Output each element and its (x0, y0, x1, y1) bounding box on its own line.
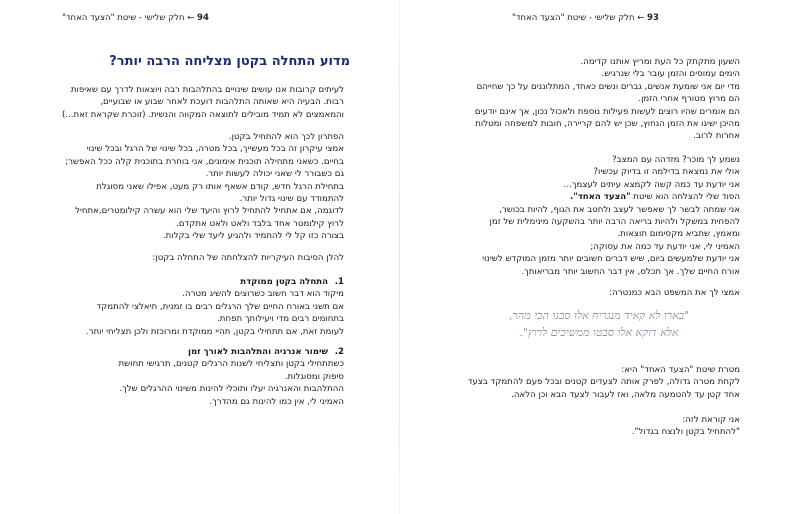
page-number: 94 (197, 13, 209, 23)
text-line: רבות. הבעיה היא שאותה התלהבות דועכת לאחר שבוע או שבועיים, (100, 97, 344, 108)
text-line: הימים עמוסים והזמן עובר בלי שנרגיש. (601, 69, 740, 80)
text-line: אחד קטן עד להטמעה מלאה, ואז לעבור לצעד הבא וכן הלאה. (511, 389, 740, 400)
reason-heading (62, 276, 344, 288)
text-line: להלן הסיבות העיקריות להצלחתה של התחלה בקטן: (152, 253, 344, 263)
text-line: בתחומים רבים מדי ויעילותך תפחת. (217, 314, 344, 325)
text-line: אני יודעת שלמעשים ביום, שיש דברים חשובים יותר מזמן המוקדש לשינוי (482, 254, 740, 265)
text-line: לדוגמה, אם אתחיל להתחיל לרוץ והיעד שלי הוא עשרה קילומטרים,אתחיל (75, 206, 344, 217)
secret-line (460, 191, 740, 203)
text-line: לרוץ קילומטר אחד בלבד ולאט ולאט אתקדם. (176, 218, 344, 229)
running-header (62, 13, 209, 23)
reason-title: שימור אנרגיה והתלהבות לאורך זמן (188, 347, 328, 357)
question-paragraph (460, 154, 740, 278)
header-text: ← חלק שלישי - שיטת "הצעד האחד" (62, 13, 195, 23)
text-line: הם מרוץ מטורף אחרי הזמן. (638, 94, 740, 105)
text-line: אחרות לרוב. (693, 131, 740, 142)
mantra-quote (460, 307, 738, 341)
text-line: אורח החיים שלך. אך תכלס, אין דבר החשוב יותר מבריאותך. (521, 266, 740, 277)
text-line: כשתתחילי בקטן ותצליחי לשנות הרגלים קטנים, תרגישי תחושת (118, 359, 344, 370)
text-line: להפחית במשקל ולהיות בריאה הרבה יותר בהשקעה מינימלית של זמן (489, 217, 740, 228)
text-line: בצורה כזו קל לי להתמיד ולהגיע ליעד שלי בקלות. (162, 231, 344, 242)
text-line: האמיני לי, אני יודעת עד כמה את עסוקה; (590, 241, 740, 252)
section-title: מדוע התחלה בקטן מצליחה הרבה יותר? (109, 54, 350, 69)
right-page (400, 0, 800, 514)
text-line: לעומת זאת, אם תתחילי בקטן, תהיי ממוקדת ומרוכזת ולכן תצליחי יותר. (85, 326, 344, 337)
text-line: אני קוראת לזה: (682, 415, 740, 425)
text-line: מטרת שיטת "הצעד האחד" היא: (621, 365, 740, 375)
method-name: "הצעד האחד". (569, 192, 631, 203)
reason-number: 1. (334, 277, 344, 287)
text-line: אמצי לך את המשפט הבא כמנטרה: (609, 288, 740, 298)
text-line: מיקוד הוא דבר חשוב כשרוצים להשיג מטרה. (182, 289, 344, 300)
text-line: הפתרון לכך הוא להתחיל בקטן. (228, 132, 344, 142)
intro-paragraph (62, 84, 344, 121)
closing-paragraph (460, 414, 740, 439)
reason-number: 2. (334, 347, 344, 357)
text-line: אני יודעת עד כמה קשה לקמצא עיתים לעצמך... (563, 179, 740, 190)
reason-heading (62, 346, 344, 358)
text-line: לקחת מטרה גדולה, לפרק אותה לצעדים קטנים ובכל פעם להתמקד בצעד (467, 377, 740, 388)
secret-prefix: הסוד שלי להצלחה הוא שיטת (630, 192, 740, 203)
text-line: מדי יום אני שומעת אנשים, גברים ונשים כאחד, המתלוננים על כך שחייהם (476, 81, 740, 92)
text-line: ומאמץ, שתביא מקסימום תוצאות. (617, 229, 740, 240)
text-line: "להתחיל בקטן ולנצח בגדול". (631, 427, 740, 438)
text-line: מהיכן ישיגו את הזמן הנחוץ, שכן יש להם קריירה, חובות למשפחה ומטלות (475, 119, 740, 130)
mantra-intro (460, 287, 740, 299)
text-line: בתחילת הרגל חדש, קודם אשאף אותו רק מעט, אפילו שאני מסוגלת (96, 181, 344, 192)
text-line: סיפוק ומסוגלות. (284, 371, 344, 382)
running-header (512, 13, 659, 23)
reason-item-1 (62, 276, 344, 338)
method-paragraph (460, 364, 740, 401)
opening-paragraph (460, 56, 740, 143)
text-line: אם תשני באורח החיים שלך הרגלים רבים בו זמנית, תיאלצי להתמקד (96, 301, 344, 312)
text-line: אני שמחה לבשר לך שאפשר לעצב ולחטב את הגוף, להיות בכושר, (499, 204, 740, 215)
reasons-intro (62, 252, 344, 264)
quote-line: אלא דוקא אלו סבטו ממשיכים לרוץ". (519, 326, 679, 339)
page-number: 93 (647, 13, 659, 23)
quote-line: "בארו לא קאיד מנגריח אלו סבגו הכי מהר, (508, 309, 690, 322)
text-line: אמצי עיקרון זה בכל מעשייך, בכל מטרה, בכל שינוי של הרגל ובכל שינוי (86, 144, 344, 155)
text-line: ההתלהבות והאנרגיה יעלו ותוכלי להינות משינוי ההרגלים שלך. (119, 384, 344, 395)
header-text: ← חלק שלישי - שיטת "הצעד האחד" (512, 13, 645, 23)
text-line: אולי את נמצאת בדילמה זו בדיוק עכשיו? (593, 167, 740, 178)
reason-title: התחלה בקטן ממוקדת (240, 277, 328, 287)
text-line: להתמודד עם שינוי גדול יותר. (239, 194, 344, 205)
text-line: והמאמצים לא תמיד מובילים לתוצאה המקווה והנשית. (זוכרת שקראת זאת...) (62, 109, 344, 120)
text-line: נשמע לך מוכר? מזדהה עם המצב? (612, 155, 740, 165)
text-line: האמיני לי, אין כמו להינות גם מהדרך. (209, 396, 344, 407)
text-line: הם אומרים שהיו רוצים לעשות פעילות נוספת ולאכול נכון, אך אינם יודעים (474, 106, 740, 117)
text-line: גם כשבורר לי שאני יכולה לעשות יותר. (205, 169, 344, 180)
reason-item-2 (62, 346, 344, 408)
text-line: השעון מתקתק כל העת ומריץ אותנו קדימה. (580, 57, 740, 67)
solution-paragraph (62, 131, 344, 243)
text-line: לעיתים קרובות אנו עושים שינויים בהתלהבות רבה ויוצאות לדרך עם שאיפות (70, 85, 344, 95)
text-line: בחיים. כשאני מתחילה תוכנית אימונים, אני בוחרת בתוכנית קלה ככל האפשר; (65, 156, 344, 167)
